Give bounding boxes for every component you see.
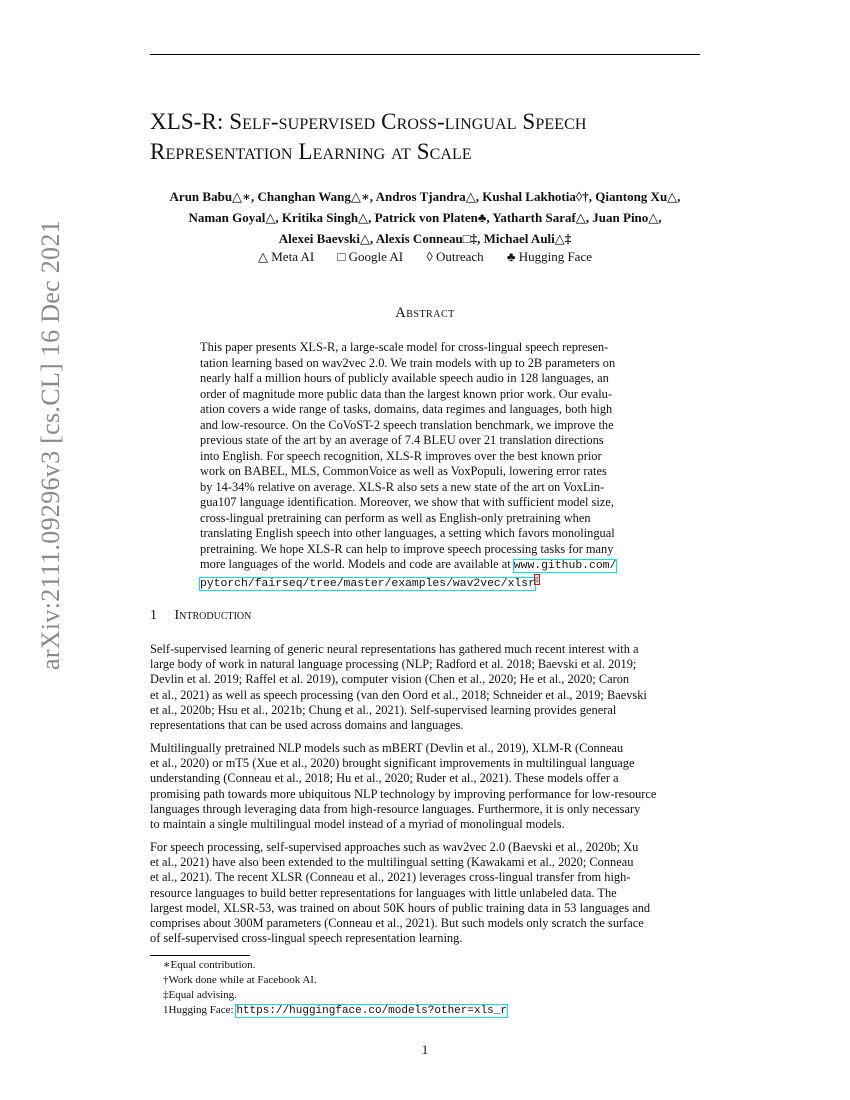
abstract-line: cross-lingual pretraining can perform as well as English-only pretraining when [200, 510, 591, 525]
abstract-line: into English. For speech recognition, XLS-R improves over the best known prior [200, 448, 602, 463]
paragraph-line: et al., 2020) or mT5 (Xue et al., 2020) brought significant improvements in multilingual language [150, 756, 635, 771]
affiliation-outreach: ◊ Outreach [426, 249, 484, 264]
page-number: 1 [421, 1042, 429, 1057]
authors-line-2: Naman Goyal△, Kritika Singh△, Patrick von Platen♣, Yatharth Saraf△, Juan Pino△, [188, 210, 662, 225]
abstract-heading: Abstract [395, 305, 455, 321]
paragraph-line: Devlin et al. 2019; Raffel et al. 2019), computer vision (Chen et al., 2020; He et al., 2020; Caron [150, 672, 630, 687]
paragraph-line: representations that can be used across domains and languages. [150, 718, 464, 733]
intro-paragraph-3 [150, 840, 700, 946]
paragraph-line: resource languages to build better representations for languages with little unlabeled data. The [150, 885, 617, 900]
abstract-line: order of magnitude more public data than the largest known prior work. Our evalu- [200, 386, 612, 401]
footnote-facebook-ai: †Work done while at Facebook AI. [163, 974, 317, 986]
footnote-hugging-face [163, 1003, 507, 1019]
paragraph-line: Self-supervised learning of generic neural representations has gathered much recent interest with a [150, 642, 639, 656]
abstract-line: translating English speech into other languages, a setting which favors monolingual [200, 526, 615, 540]
authors-line-3: Alexei Baevski△, Alexis Conneau□‡, Michael Auli△‡ [278, 231, 572, 246]
footnote-hf-label: 1Hugging Face: [163, 1004, 234, 1016]
paragraph-line: promising path towards more ubiquitous NLP technology by improving performance for low-resource [150, 786, 657, 801]
abstract-line: gua107 language identification. Moreover, we show that with sufficient model size, [200, 495, 614, 509]
title-line-2: Representation Learning at Scale [150, 139, 472, 164]
abstract-line: work on BABEL, MLS, CommonVoice as well as VoxPopuli, lowering error rates [200, 464, 607, 478]
paragraph-line: large body of work in natural language processing (NLP; Radford et al. 2018; Baevski et al. 2019; [150, 657, 637, 672]
intro-paragraph-2 [150, 741, 700, 832]
abstract-availability-text: more languages of the world. Models and code are available at [200, 557, 511, 571]
section-title: Introduction [174, 608, 252, 623]
paragraph-line: comprises about 300M parameters (Conneau et al., 2021). But such models only scratch the surface [150, 916, 644, 931]
footnotes [163, 958, 507, 1019]
section-heading-introduction [150, 608, 251, 624]
abstract-line: by 14-34% relative on average. XLS-R also sets a new state of the art on VoxLin- [200, 479, 605, 494]
footnote-equal-advising: ‡Equal advising. [163, 989, 237, 1001]
abstract-line: and low-resource. On the CoVoST-2 speech translation benchmark, we improve the [200, 417, 614, 432]
paragraph-line: et al., 2021). The recent XLSR (Conneau et al., 2021) leverages cross-lingual transfer from high- [150, 870, 631, 885]
authors-line-1: Arun Babu△∗, Changhan Wang△∗, Andros Tjandra△, Kushal Lakhotia◊†, Qiantong Xu△, [169, 189, 681, 204]
section-number: 1 [150, 608, 157, 623]
paragraph-line: to maintain a single multilingual model instead of a myriad of monolingual models. [150, 817, 565, 832]
top-rule [150, 54, 700, 55]
abstract-line: tation learning based on wav2vec 2.0. We train models with up to 2B parameters on [200, 355, 616, 370]
abstract-line: pretraining. We hope XLS-R can help to improve speech processing tasks for many [200, 541, 614, 556]
abstract-line: nearly half a million hours of publicly available speech audio in 128 languages, an [200, 371, 609, 385]
github-url-link-part1[interactable]: www.github.com/ [513, 560, 617, 572]
paragraph-line: et al., 2020b; Hsu et al., 2021b; Chung et al., 2021). Self-supervised learning provides general [150, 702, 617, 717]
abstract-line-last [200, 557, 652, 575]
paragraph-line: of self-supervised cross-lingual speech representation learning. [150, 931, 463, 946]
abstract-line: This paper presents XLS-R, a large-scale model for cross-lingual speech represen- [200, 340, 609, 354]
paragraph-line: languages through leveraging data from high-resource languages. Furthermore, it is only necessary [150, 801, 641, 816]
paragraph-line: et al., 2021) as well as speech processing (van den Oord et al., 2018; Schneider et al., 2019; Baevski [150, 687, 647, 702]
footnote-rule [150, 955, 250, 956]
paragraph-line: Multilingually pretrained NLP models such as mBERT (Devlin et al., 2019), XLM-R (Conneau [150, 741, 624, 755]
paragraph-line: understanding (Conneau et al., 2018; Hu et al., 2020; Ruder et al., 2021). These models offer a [150, 771, 619, 786]
abstract-line: ation covers a wide range of tasks, domains, data regimes and languages, both high [200, 402, 613, 416]
intro-paragraph-1 [150, 642, 700, 733]
footnote-equal-contribution: ∗Equal contribution. [163, 959, 256, 971]
arxiv-side-label: arXiv:2111.09296v3 [cs.CL] 16 Dec 2021 [36, 220, 65, 670]
github-url-link-part2[interactable]: pytorch/fairseq/tree/master/examples/wav2vec/xlsr [200, 577, 535, 590]
title-line-1: XLS-R: Self-supervised Cross-lingual Speech [150, 109, 587, 134]
paragraph-line: et al., 2021) have also been extended to the multilingual setting (Kawakami et al., 2020; Conneau [150, 855, 634, 870]
affiliation-huggingface: ♣ Hugging Face [506, 249, 592, 264]
paper-title [150, 107, 710, 167]
paragraph-line: For speech processing, self-supervised approaches such as wav2vec 2.0 (Baevski et al., 2020b; Xu [150, 840, 639, 854]
affiliations [150, 248, 700, 266]
paragraph-line: largest model, XLSR-53, was trained on about 50K hours of public training data in 53 languages and [150, 900, 651, 915]
abstract-body [200, 340, 652, 592]
huggingface-url-link[interactable]: https://huggingface.co/models?other=xls_r [236, 1005, 507, 1017]
abstract-url-line [200, 575, 652, 593]
author-list [150, 186, 700, 249]
abstract-line: previous state of the art by an average of 7.4 BLEU over 21 translation directions [200, 433, 604, 447]
footnote-1-marker-link[interactable]: 1 [534, 574, 539, 584]
affiliation-google: □ Google AI [337, 249, 404, 264]
affiliation-meta: △ Meta AI [258, 249, 315, 264]
